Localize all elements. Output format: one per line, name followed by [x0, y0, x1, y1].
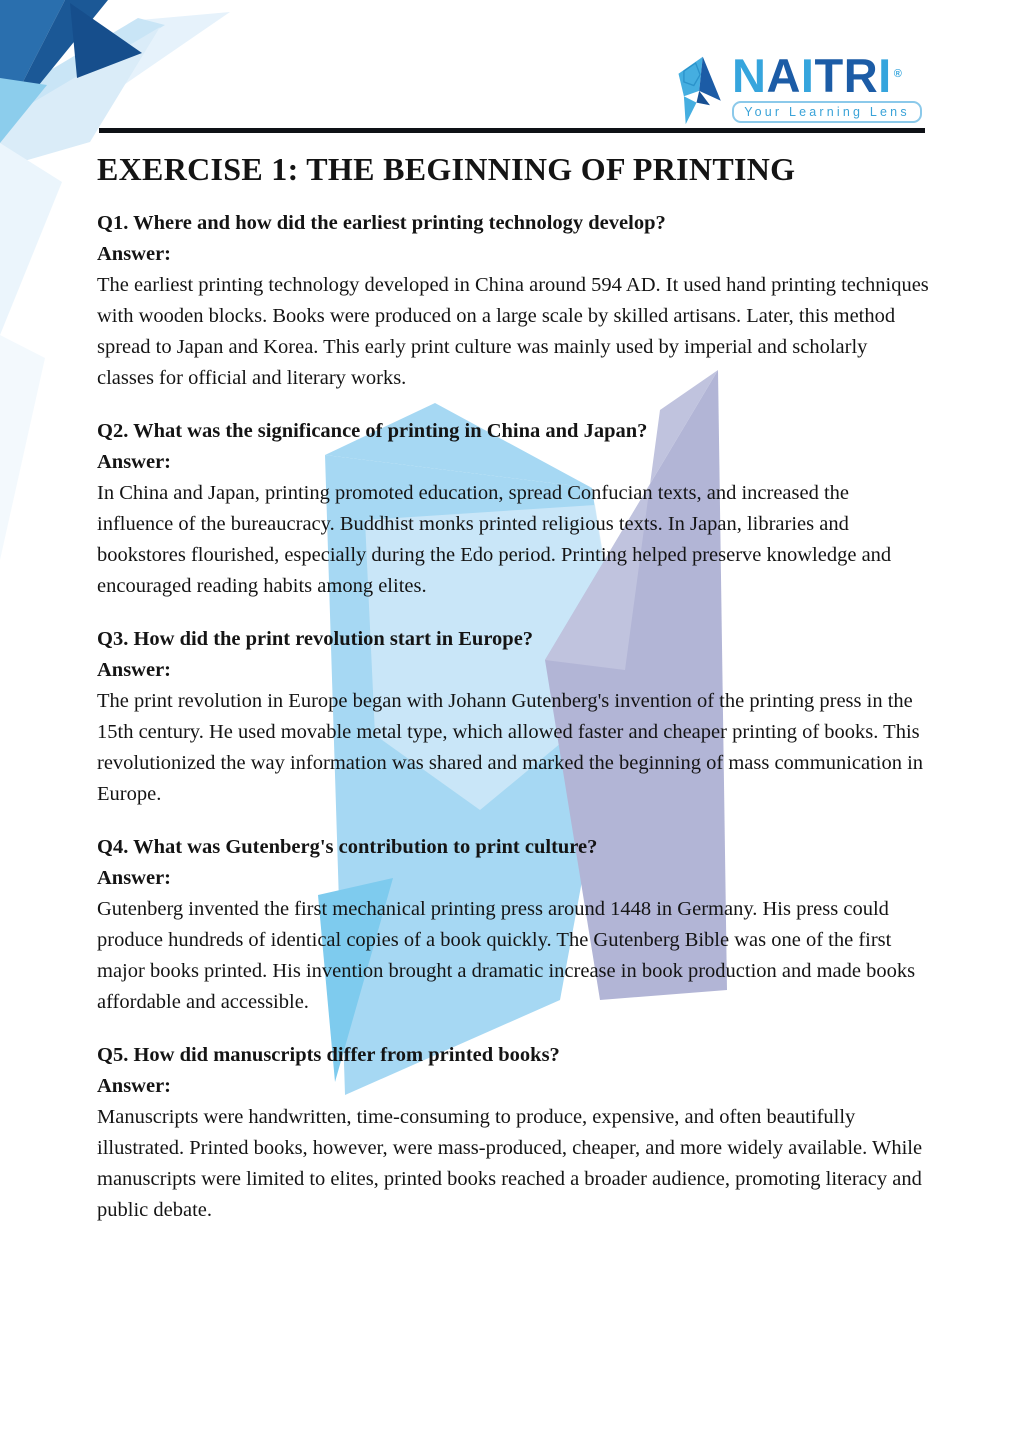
answer-label: Answer: [97, 659, 172, 681]
answer-text: Gutenberg invented the first mechanical printing press around 1448 in Germany. His press could produce hundreds of identical copies of a book quickly. The Gutenberg Bible was one of the first major books printed. His invention brought a dramatic increase in book production and made books affordable and accessible. [97, 898, 916, 1013]
brand-letter: I [878, 49, 892, 102]
exercise-content [97, 150, 929, 1248]
qa-block-1 [97, 208, 929, 394]
brand-letter: R [843, 49, 879, 102]
answer-label: Answer: [97, 1075, 172, 1097]
naitri-pinwheel-icon [674, 54, 728, 126]
answer-label: Answer: [97, 867, 172, 889]
qa-block-5 [97, 1040, 929, 1226]
header-divider-rule [99, 128, 925, 133]
qa-block-2 [97, 416, 929, 602]
registered-trademark-symbol: ® [893, 68, 903, 80]
qa-block-4 [97, 832, 929, 1018]
qa-block-3 [97, 624, 929, 810]
answer-label: Answer: [97, 451, 172, 473]
answer-text: In China and Japan, printing promoted education, spread Confucian texts, and increased the influence of the bureaucracy. Buddhist monks printed religious texts. In Japan, libraries and bookstores flourished, especially during the Edo period. Printing helped preserve knowledge and encouraged reading habits among elites. [97, 482, 892, 597]
brand-letter: N [732, 49, 767, 102]
answer-text: Manuscripts were handwritten, time-consuming to produce, expensive, and often beautifully illustrated. Printed books, however, were mass-produced, cheaper, and more widely available. While manuscripts were limited to elites, printed books reached a broader audience, promoting literacy and public debate. [97, 1106, 923, 1221]
question-text: Q4. What was Gutenberg's contribution to print culture? [97, 836, 598, 858]
question-text: Q1. Where and how did the earliest printing technology develop? [97, 212, 666, 234]
logo-tagline: Your Learning Lens [732, 101, 922, 123]
brand-letter: A [766, 49, 801, 102]
question-text: Q5. How did manuscripts differ from printed books? [97, 1044, 560, 1066]
answer-text: The earliest printing technology developed in China around 594 AD. It used hand printing techniques with wooden blocks. Books were produced on a large scale by skilled artisans. Later, this method spread to Japan and Korea. This early print culture was mainly used by imperial and scholarly classes for official and literary works. [97, 274, 929, 389]
brand-wordmark [732, 49, 922, 102]
brand-letter: I [800, 49, 815, 102]
question-text: Q2. What was the significance of printing in China and Japan? [97, 420, 648, 442]
brand-letter: T [814, 49, 844, 102]
naitri-logo [674, 49, 926, 126]
question-text: Q3. How did the print revolution start in Europe? [97, 628, 534, 650]
logo-text [732, 49, 922, 123]
answer-label: Answer: [97, 243, 172, 265]
page-title: EXERCISE 1: THE BEGINNING OF PRINTING [97, 151, 796, 187]
answer-text: The print revolution in Europe began with Johann Gutenberg's invention of the printing press in the 15th century. He used movable metal type, which allowed faster and cheaper printing of books. This revolutionized the way information was shared and marked the beginning of mass communication in Europe. [97, 690, 924, 805]
